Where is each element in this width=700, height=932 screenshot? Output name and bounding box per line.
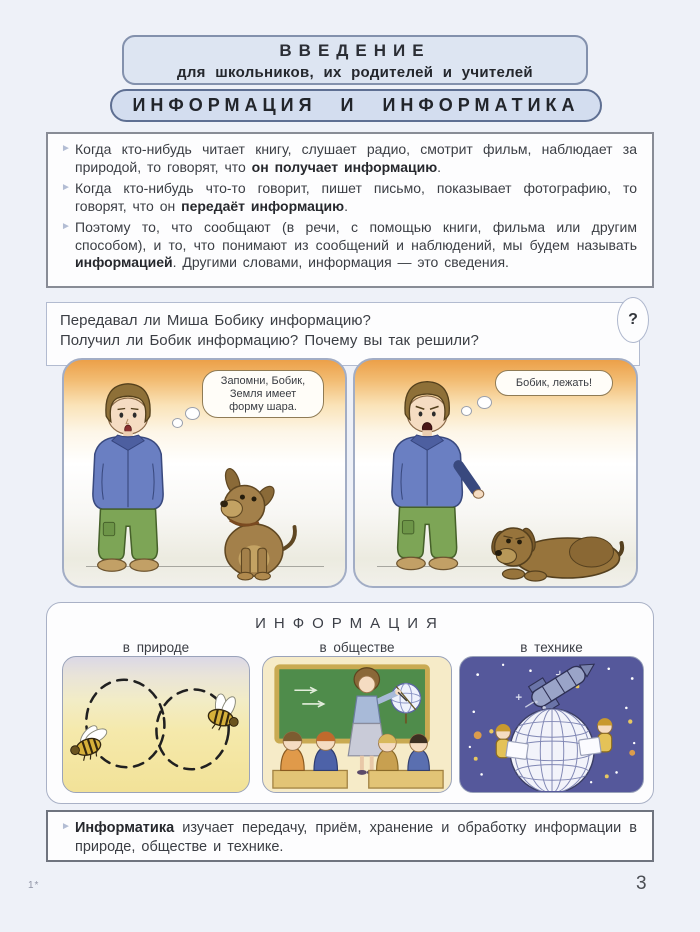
definition-text: Информатика изучает передачу, приём, хранение и обработку информации в природе, обществе и технике. [75, 820, 637, 855]
question-mark-badge [617, 297, 649, 343]
category-label-tech: в технике [520, 640, 583, 655]
information-section-box [46, 602, 654, 804]
thought-dot [185, 407, 200, 420]
satellite-globe-illustration [460, 657, 644, 791]
thought-dot [172, 418, 183, 428]
dog-lying-illustration [481, 516, 626, 582]
introduction-title: ВВЕДЕНИЕ [279, 41, 431, 60]
nature-panel [62, 656, 250, 793]
question-mark-icon: ? [628, 311, 638, 328]
bullet-arrow-icon: ► [61, 143, 71, 154]
intro-text-box [46, 132, 654, 288]
thought-dot [461, 406, 472, 416]
classroom-illustration [263, 657, 452, 791]
bees-illustration [63, 657, 250, 791]
comic-panel-boy-commanding [353, 358, 638, 588]
bullet-arrow-icon: ► [61, 821, 71, 832]
introduction-header-box [122, 35, 588, 85]
speech-bubble-left: Запомни, Бобик, Земля имеет форму шара. [202, 370, 324, 418]
dog-sitting-illustration [200, 468, 308, 584]
chapter-title: ИНФОРМАЦИЯ И ИНФОРМАТИКА [132, 95, 580, 115]
intro-bullet-1 [57, 141, 637, 176]
boy-commanding-illustration [371, 364, 489, 582]
category-label-society: в обществе [319, 640, 395, 655]
intro-bullet-3-text: Поэтому то, что сообщают (в речи, с помощью книги, фильма или другим способом), и то, что понимают из сообщений и наблюдений, мы будем называть информацией. Другими словами, информация — это сведения. [75, 219, 637, 270]
intro-bullet-2-text: Когда кто-нибудь что-то говорит, пишет письмо, показывает фотографию, то говорят, что он передаёт информацию. [75, 180, 637, 214]
boy-teaching-illustration [72, 366, 184, 582]
intro-bullet-1-text: Когда кто-нибудь читает книгу, слушает радио, смотрит фильм, наблюдает за природой, то говорят, что он получает информацию. [75, 141, 637, 175]
tech-panel [459, 656, 644, 793]
question-line-2: Получил ли Бобик информацию? Почему вы так решили? [60, 332, 479, 349]
introduction-subtitle: для школьников, их родителей и учителей [177, 64, 533, 81]
society-panel [262, 656, 452, 793]
category-label-nature: в природе [122, 640, 190, 655]
information-section-title: ИНФОРМАЦИЯ [255, 615, 445, 632]
definition-bullet [57, 819, 637, 857]
page-number: 3 [636, 873, 647, 894]
question-line-1: Передавал ли Миша Бобику информацию? [60, 312, 371, 329]
comic-panel-boy-teaching [62, 358, 347, 588]
question-box [46, 302, 640, 366]
intro-bullet-3 [57, 219, 637, 272]
print-signature-mark: 1* [28, 880, 40, 891]
chapter-title-box [110, 89, 602, 122]
bullet-arrow-icon: ► [61, 182, 71, 193]
speech-bubble-right: Бобик, лежать! [495, 370, 613, 396]
thought-dot [477, 396, 492, 409]
bullet-arrow-icon: ► [61, 221, 71, 232]
intro-bullet-2 [57, 180, 637, 215]
definition-box [46, 810, 654, 862]
